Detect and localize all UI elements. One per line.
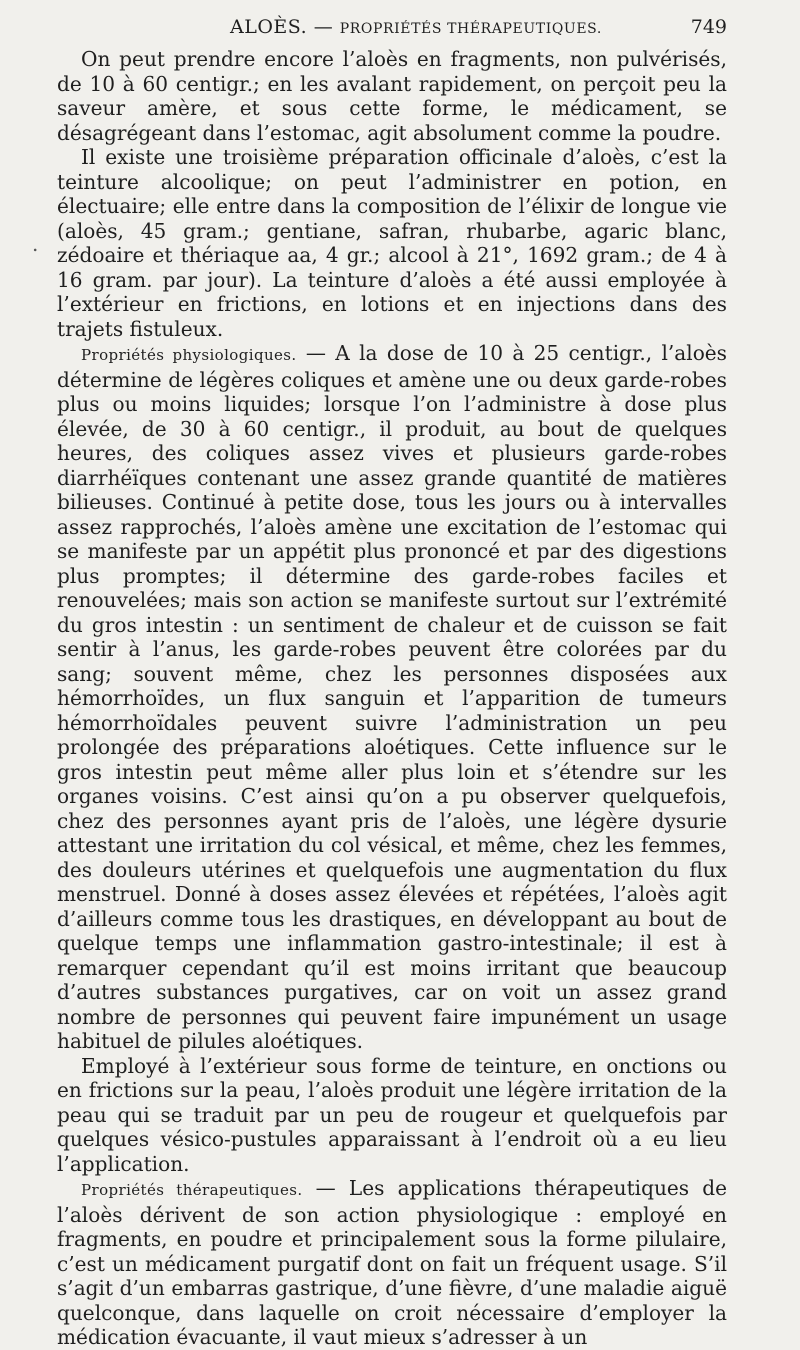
margin-mark: . — [32, 232, 39, 256]
page-number: 749 — [690, 16, 727, 38]
paragraph-fragments: On peut prendre encore l’aloès en fragments, non pulvérisés, de 10 à 60 centigr.; en les avalant rapidement, on perçoit peu la saveur amère, et sous cette forme, le médicament, se désagrégeant dans l’estomac, agit absolument comme la poudre. — [57, 47, 727, 145]
running-title — [230, 16, 602, 38]
paragraph-proprietes-therapeutiques — [57, 1176, 727, 1350]
section-label-physiologiques: Propriétés physiologiques. — [81, 346, 297, 364]
paragraph-teinture: Il existe une troisième préparation officinale d’aloès, c’est la teinture alcoolique; on peut l’administrer en potion, en électuaire; elle entre dans la composition de l’élixir de longue vie (aloès, 45 gram.; gentiane, safran, rhubarbe, agaric blanc, zédoaire et thériaque aa, 4 gr.; alcool à 21°, 1692 gram.; de 4 à 16 gram. par jour). La teinture d’aloès a été aussi employée à l’extérieur en frictions, en lotions et en injections dans des trajets fistuleux. — [57, 145, 727, 341]
running-title-separator: — — [307, 16, 340, 38]
paragraph-usage-exterieur: Employé à l’extérieur sous forme de teinture, en onctions ou en frictions sur la peau, l’aloès produit une légère irritation de la peau qui se traduit par un peu de rougeur et quelquefois par quelques vésico-pustules apparaissant à l’endroit où a eu lieu l’application. — [57, 1053, 727, 1176]
running-title-main: ALOÈS. — [230, 16, 308, 38]
page-body — [57, 47, 727, 1350]
section-label-therapeutiques: Propriétés thérapeutiques. — [81, 1181, 303, 1199]
running-title-section: PROPRIÉTÉS THÉRAPEUTIQUES. — [339, 21, 602, 37]
paragraph-therapeutiques-text: — Les applications thérapeutiques de l’aloès dérivent de son action physiologique : employé en fragments, en poudre et principalement sous la forme pilulaire, c’est un médicament purgatif dont on fait un fréquent usage. S’il s’agit d’un embarras gastrique, d’une fièvre, d’une maladie aiguë quelconque, dans laquelle on croit nécessaire d’employer la médication évacuante, il vaut mieux s’adresser à un — [57, 1176, 728, 1349]
paragraph-proprietes-physiologiques — [57, 341, 727, 1054]
paragraph-physiologiques-text: — A la dose de 10 à 25 centigr., l’aloès détermine de légères coliques et amène une ou deux garde-robes plus ou moins liquides; lorsque l’on l’administre à dose plus élevée, de 30 à 60 centigr., il produit, au bout de quelques heures, des coliques assez vives et plusieurs garde-robes diarrhéïques contenant une assez grande quantité de matières bilieuses. Continué à petite dose, tous les jours ou à intervalles assez rapprochés, l’aloès amène une excitation de l’estomac qui se manifeste par un appétit plus prononcé et par des digestions plus promptes; il détermine des garde-robes faciles et renouvelées; mais son action se manifeste surtout sur l’extrémité du gros intestin : un sentiment de chaleur et de cuisson se fait sentir à l’anus, les garde-robes peuvent être colorées par du sang; souvent même, chez les personnes disposées aux hémorrhoïdes, un flux sanguin et l’apparition de tumeurs hémorrhoïdales peuvent suivre l’administration un peu prolongée des préparations aloétiques. Cette influence sur le gros intestin peut même aller plus loin et s’étendre sur les organes voisins. C’est ainsi qu’on a pu observer quelquefois, chez des personnes ayant pris de l’aloès, une légère dysurie attestant une irritation du col vésical, et même, chez les femmes, des douleurs utérines et quelquefois une augmentation du flux menstruel. Donné à doses assez élevées et répétées, l’aloès agit d’ailleurs comme tous les drastiques, en développant au bout de quelque temps une inflammation gastro-intestinale; il est à remarquer cependant qu’il est moins irritant que beaucoup d’autres substances purgatives, car on voit un assez grand nombre de personnes qui peuvent faire impunément un usage habituel de pilules aloétiques. — [57, 341, 727, 1053]
running-header — [57, 14, 727, 44]
